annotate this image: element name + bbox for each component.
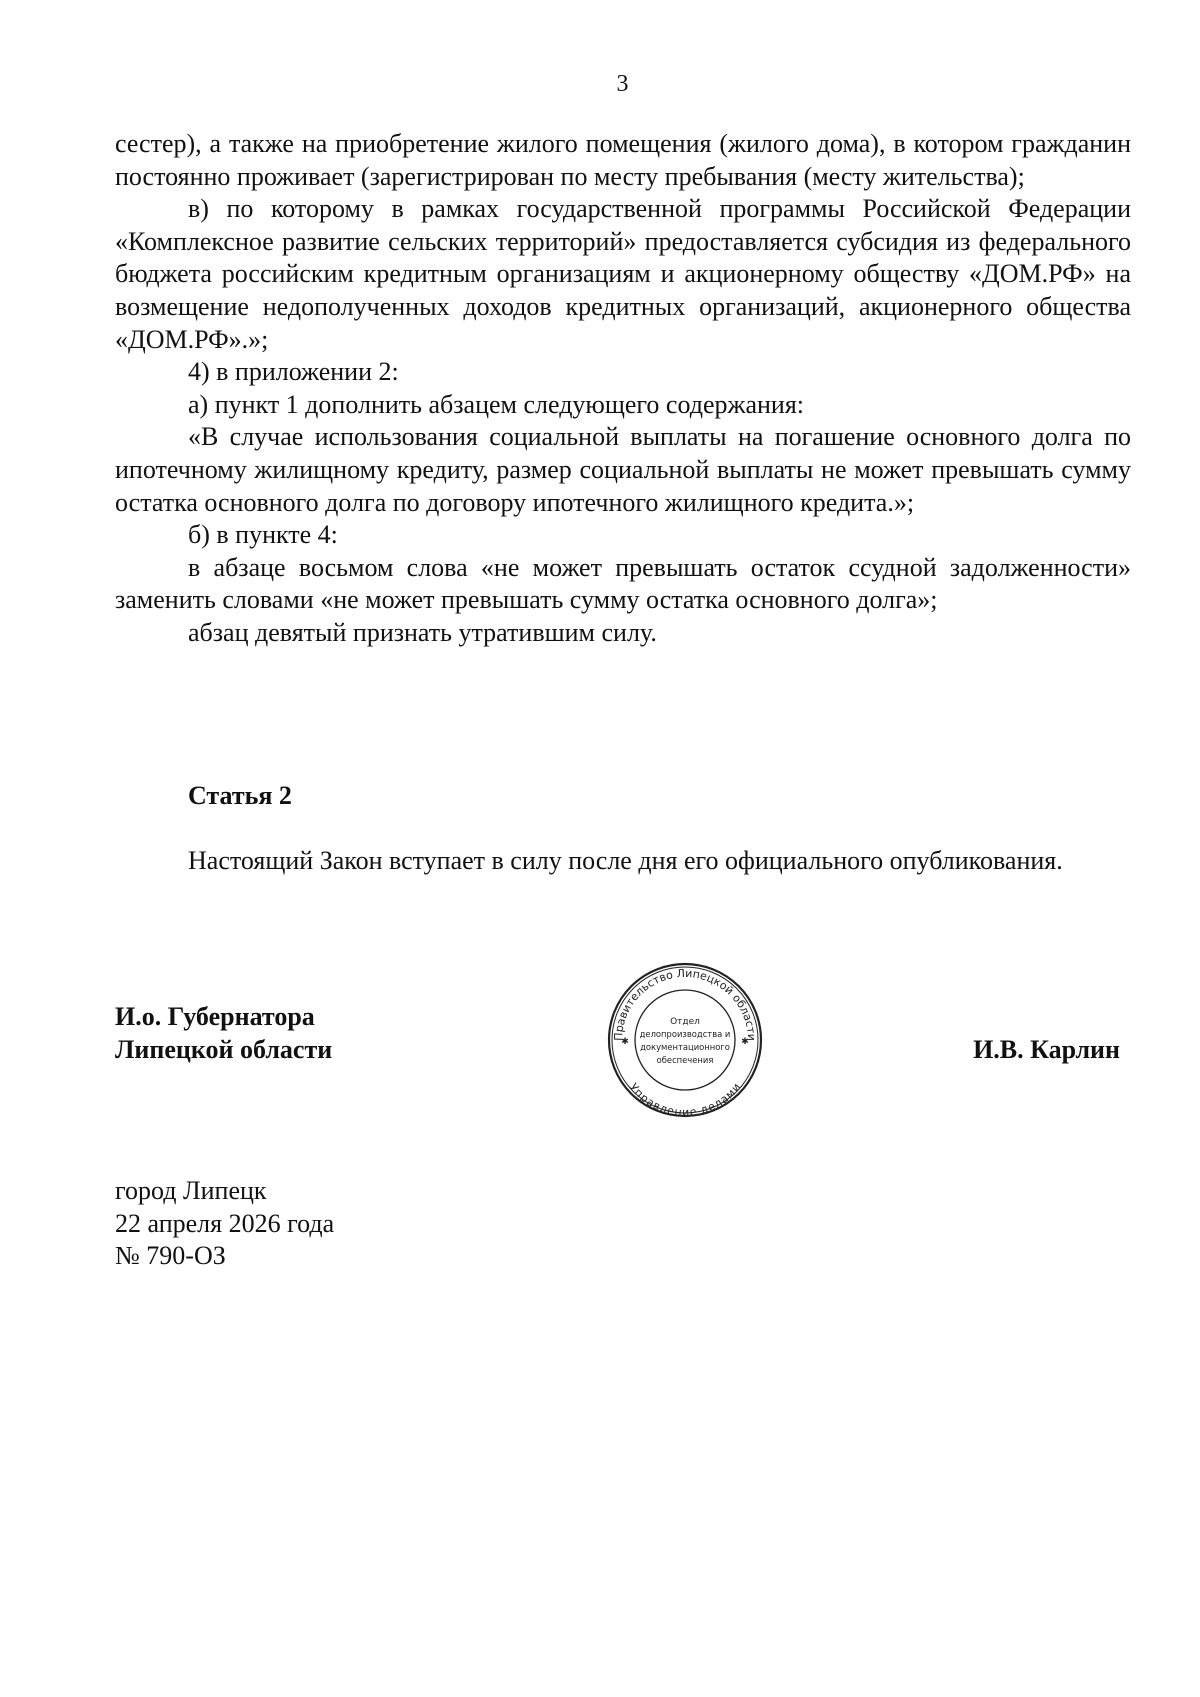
signer-title-line-1: И.о. Губернатора [115,1002,315,1031]
stamp-star-right-icon: ✱ [741,1036,749,1046]
paragraph-subitem-v: в) по которому в рамках государственной программы Российской Федерации «Комплексное развитие сельских территорий» предоставляется субсидия из федерального бюджета российским кредитным организациям и акционерному обществу «ДОМ.РФ» на возмещение недополученных доходов кредитных организаций, акционерного общества «ДОМ.РФ».»; [115,194,1131,354]
article-heading: Статья 2 [188,781,292,810]
paragraph-continuation: сестер), а также на приобретение жилого помещения (жилого дома), в котором гражданин постоянно проживает (зарегистрирован по месту пребывания (месту жительства); [115,129,1131,191]
article-text [115,845,1131,878]
stamp-graphic [605,960,765,1120]
amendment-text [115,128,1131,650]
stamp-outer-bottom-text: Управление делами [626,1080,744,1120]
article-paragraph: Настоящий Закон вступает в силу после дня его официального опубликования. [188,846,1063,875]
stamp-inner-line-3: документационного [640,1042,730,1052]
official-stamp [605,960,765,1120]
footer-law-number: № 790-ОЗ [115,1241,226,1271]
signer-title-line-2: Липецкой области [115,1035,333,1064]
paragraph-subitem-b: б) в пункте 4: [188,520,338,550]
document-footer [115,1175,334,1273]
footer-date: 22 апреля 2026 года [115,1208,335,1238]
stamp-outer-top-text: Правительство Липецкой области [611,966,759,1042]
svg-text:Управление делами [627,1081,744,1119]
signer-title [115,1000,332,1066]
paragraph-repeal: абзац девятый признать утратившим силу. [188,617,657,647]
signer-name: И.В. Карлин [973,1035,1120,1064]
stamp-star-left-icon: ✱ [621,1036,629,1046]
footer-city: город Липецк [115,1176,267,1205]
stamp-inner-line-4: обеспечения [656,1055,714,1065]
page-number: 3 [616,71,629,97]
paragraph-subitem-a: а) пункт 1 дополнить абзацем следующего содержания: [188,389,805,419]
stamp-inner-line-1: Отдел [670,1017,700,1027]
paragraph-replacement: в абзаце восьмом слова «не может превышать остаток ссудной задолженности» заменить словами «не может превышать сумму остатка основного долга»; [115,552,1131,615]
stamp-inner-line-2: делопроизводства и [639,1029,731,1039]
paragraph-quoted-addition: «В случае использования социальной выплаты на погашение основного долга по ипотечному жилищному кредиту, размер социальной выплаты не может превышать сумму остатка основного долга по договору ипотечного жилищного кредита.»; [115,422,1131,517]
paragraph-item-4: 4) в приложении 2: [188,357,399,387]
